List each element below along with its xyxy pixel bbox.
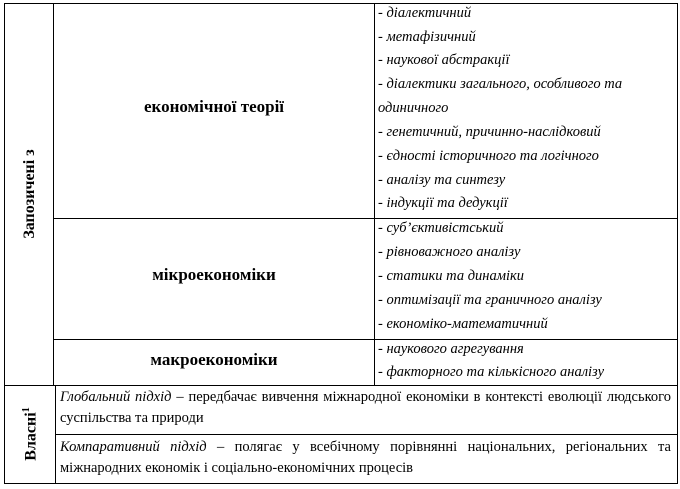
group-title-economic-theory: економічної теорії [143,97,285,116]
table-border-top [4,3,678,4]
method-item: - діалектики загального, особливого та [378,76,623,92]
method-item: одиничного [378,100,449,116]
own-label-footnote-marker: 1 [21,407,32,413]
group-title-microeconomics: мікроекономіки [152,265,276,284]
methods-column-divider [374,3,375,385]
approach-term: Глобальний підхід [60,389,172,405]
method-item: - наукового агрегування [378,341,524,357]
row-divider-macro [53,339,678,340]
approach-description: – передбачає вивчення міжнародної економіки в контексті еволюції людського суспільства та природи [60,389,671,426]
approach-description: – полягає у всебічному порівнянні національних, регіональних та міжнародних економік і соціально-економічних процесів [60,439,671,476]
table-border-bottom [4,483,678,484]
method-item: - наукової абстракції [378,52,510,68]
method-item: - статики та динаміки [378,268,525,284]
approach-term: Компаративний підхід [60,439,207,455]
method-item: - економіко-математичний [378,316,548,332]
method-item: - аналізу та синтезу [378,172,506,188]
own-label-text: Власні [22,412,40,461]
approach-paragraph-comparative [60,437,671,479]
own-section-label [16,399,38,469]
method-item: - єдності історичного та логічного [378,148,599,164]
approach-paragraph-global [60,387,671,429]
method-item: - оптимізації та граничного аналізу [378,292,602,308]
section-divider [4,385,678,386]
row-divider-comparative [55,434,678,435]
method-item: - індукції та дедукції [378,195,508,211]
borrowed-section-label: Запозичені з [21,149,38,239]
row-divider-micro [53,218,678,219]
method-item: - метафізичний [378,29,476,45]
method-item: - діалектичний [378,5,472,21]
table-border-right [677,3,678,484]
table-border-left [4,3,5,484]
method-item: - рівноважного аналізу [378,244,521,260]
label-column-divider-top [53,3,54,385]
group-title-macroeconomics: макроекономіки [150,350,278,369]
method-item: - генетичний, причинно-наслідковий [378,124,601,140]
method-item: - факторного та кількісного аналізу [378,364,605,380]
method-item: - суб’єктивістський [378,220,504,236]
